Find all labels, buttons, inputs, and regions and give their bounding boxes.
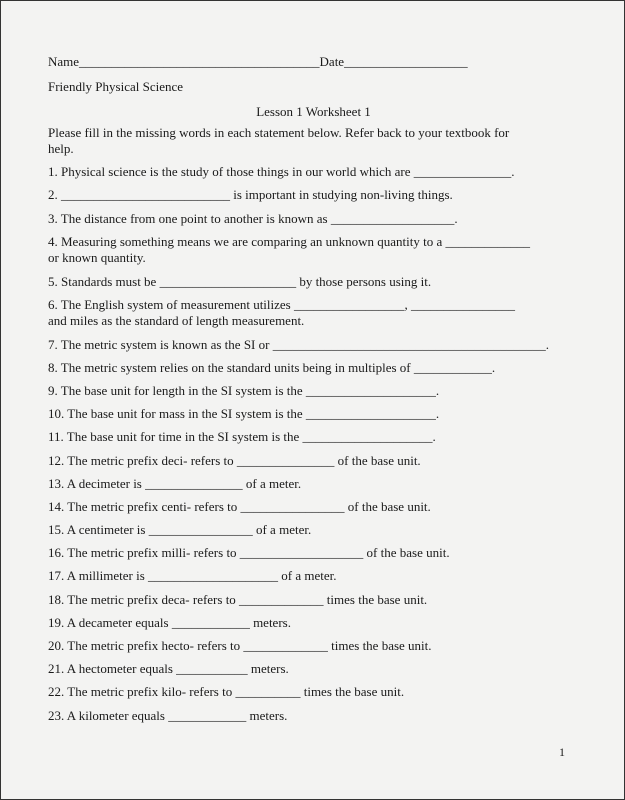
question-16: 16. The metric prefix milli- refers to ___________________ of the base unit. (48, 545, 450, 560)
name-date-line: Name_____________________________________Date___________________ (48, 54, 468, 69)
question-4: 4. Measuring something means we are comparing an unknown quantity to a _____________ (48, 234, 530, 249)
instructions-line-1: Please fill in the missing words in each statement below. Refer back to your textbook for (48, 125, 510, 140)
question-19: 19. A decameter equals ____________ meters. (48, 615, 291, 630)
question-12: 12. The metric prefix deci- refers to _______________ of the base unit. (48, 453, 421, 468)
question-9: 9. The base unit for length in the SI system is the ____________________. (48, 383, 440, 398)
question-13: 13. A decimeter is _______________ of a meter. (48, 476, 302, 491)
question-20: 20. The metric prefix hecto- refers to _____________ times the base unit. (48, 638, 432, 653)
question-7: 7. The metric system is known as the SI or __________________________________________. (48, 337, 549, 352)
question-1: 1. Physical science is the study of those things in our world which are _______________. (48, 164, 515, 179)
question-14: 14. The metric prefix centi- refers to ________________ of the base unit. (48, 499, 431, 514)
question-22: 22. The metric prefix kilo- refers to __________ times the base unit. (48, 684, 405, 699)
page-number: 1 (559, 745, 565, 759)
question-6: 6. The English system of measurement utilizes _________________, ________________ (48, 297, 515, 312)
question-17: 17. A millimeter is ____________________ of a meter. (48, 568, 337, 583)
question-10: 10. The base unit for mass in the SI system is the ____________________. (48, 406, 440, 421)
question-18: 18. The metric prefix deca- refers to _____________ times the base unit. (48, 592, 428, 607)
question-4-continuation: or known quantity. (48, 250, 146, 265)
instructions-line-2: help. (48, 141, 74, 156)
course-title: Friendly Physical Science (48, 79, 184, 94)
lesson-title: Lesson 1 Worksheet 1 (256, 104, 371, 119)
question-8: 8. The metric system relies on the standard units being in multiples of ____________. (48, 360, 496, 375)
question-3: 3. The distance from one point to another is known as ___________________. (48, 211, 458, 226)
question-11: 11. The base unit for time in the SI system is the ____________________. (48, 429, 436, 444)
question-15: 15. A centimeter is ________________ of a meter. (48, 522, 312, 537)
question-23: 23. A kilometer equals ____________ meters. (48, 708, 288, 723)
question-6-continuation: and miles as the standard of length measurement. (48, 313, 305, 328)
question-21: 21. A hectometer equals ___________ meters. (48, 661, 289, 676)
question-5: 5. Standards must be _____________________ by those persons using it. (48, 274, 432, 289)
question-2: 2. __________________________ is important in studying non-living things. (48, 187, 453, 202)
